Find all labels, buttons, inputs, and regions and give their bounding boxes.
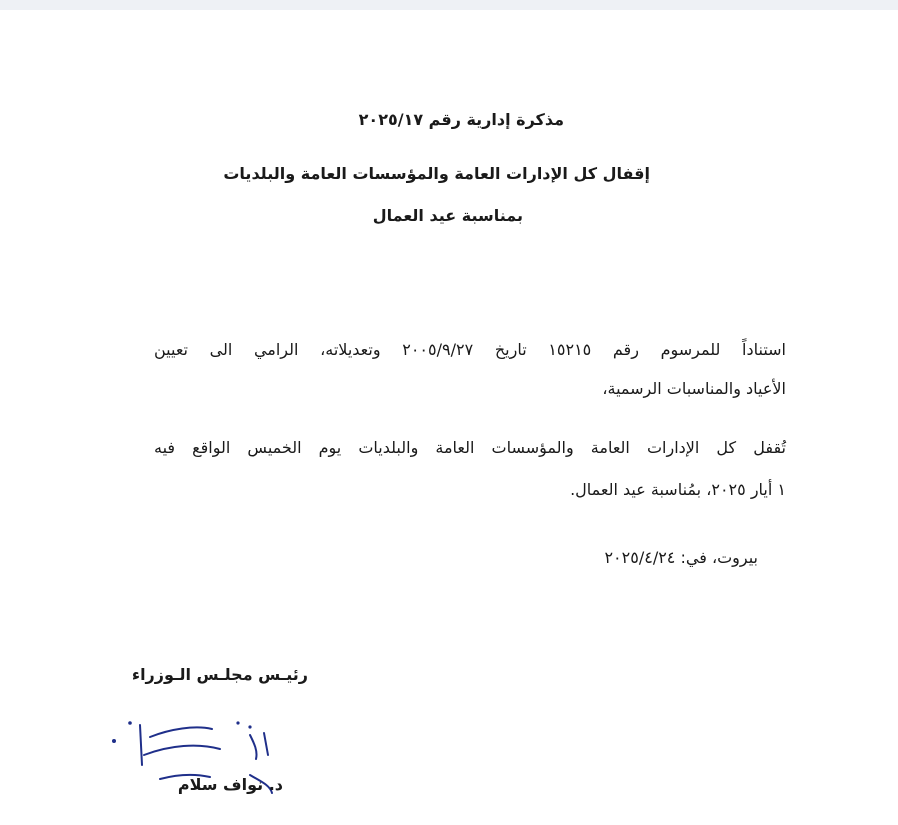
signatory-name: د. نواف سلام	[177, 775, 283, 794]
paragraph-1-line-2: الأعياد والمناسبات الرسمية،	[602, 379, 786, 398]
document-page	[0, 10, 898, 825]
memo-subject-line-2: بمناسبة عيد العمال	[372, 206, 523, 225]
memo-title: مذكرة إدارية رقم ٢٠٢٥/١٧	[358, 110, 564, 129]
paragraph-2-line-1: تُقفل كل الإدارات العامة والمؤسسات العامة والبلديات يوم الخميس الواقع فيه	[154, 438, 786, 457]
paragraph-2-line-2: ١ أيار ٢٠٢٥، بمُناسبة عيد العمال.	[570, 480, 786, 499]
paragraph-1-line-1: استناداً للمرسوم رقم ١٥٢١٥ تاريخ ٢٠٠٥/٩/٢٧ وتعديلاته، الرامي الى تعيين	[154, 340, 786, 359]
place-and-date: بيروت، في: ٢٠٢٥/٤/٢٤	[604, 548, 758, 567]
memo-subject-line-1: إقفال كل الإدارات العامة والمؤسسات العامة والبلديات	[223, 164, 650, 183]
signatory-role: رئيـس مجلـس الـوزراء	[131, 665, 308, 684]
top-bar	[0, 0, 898, 10]
